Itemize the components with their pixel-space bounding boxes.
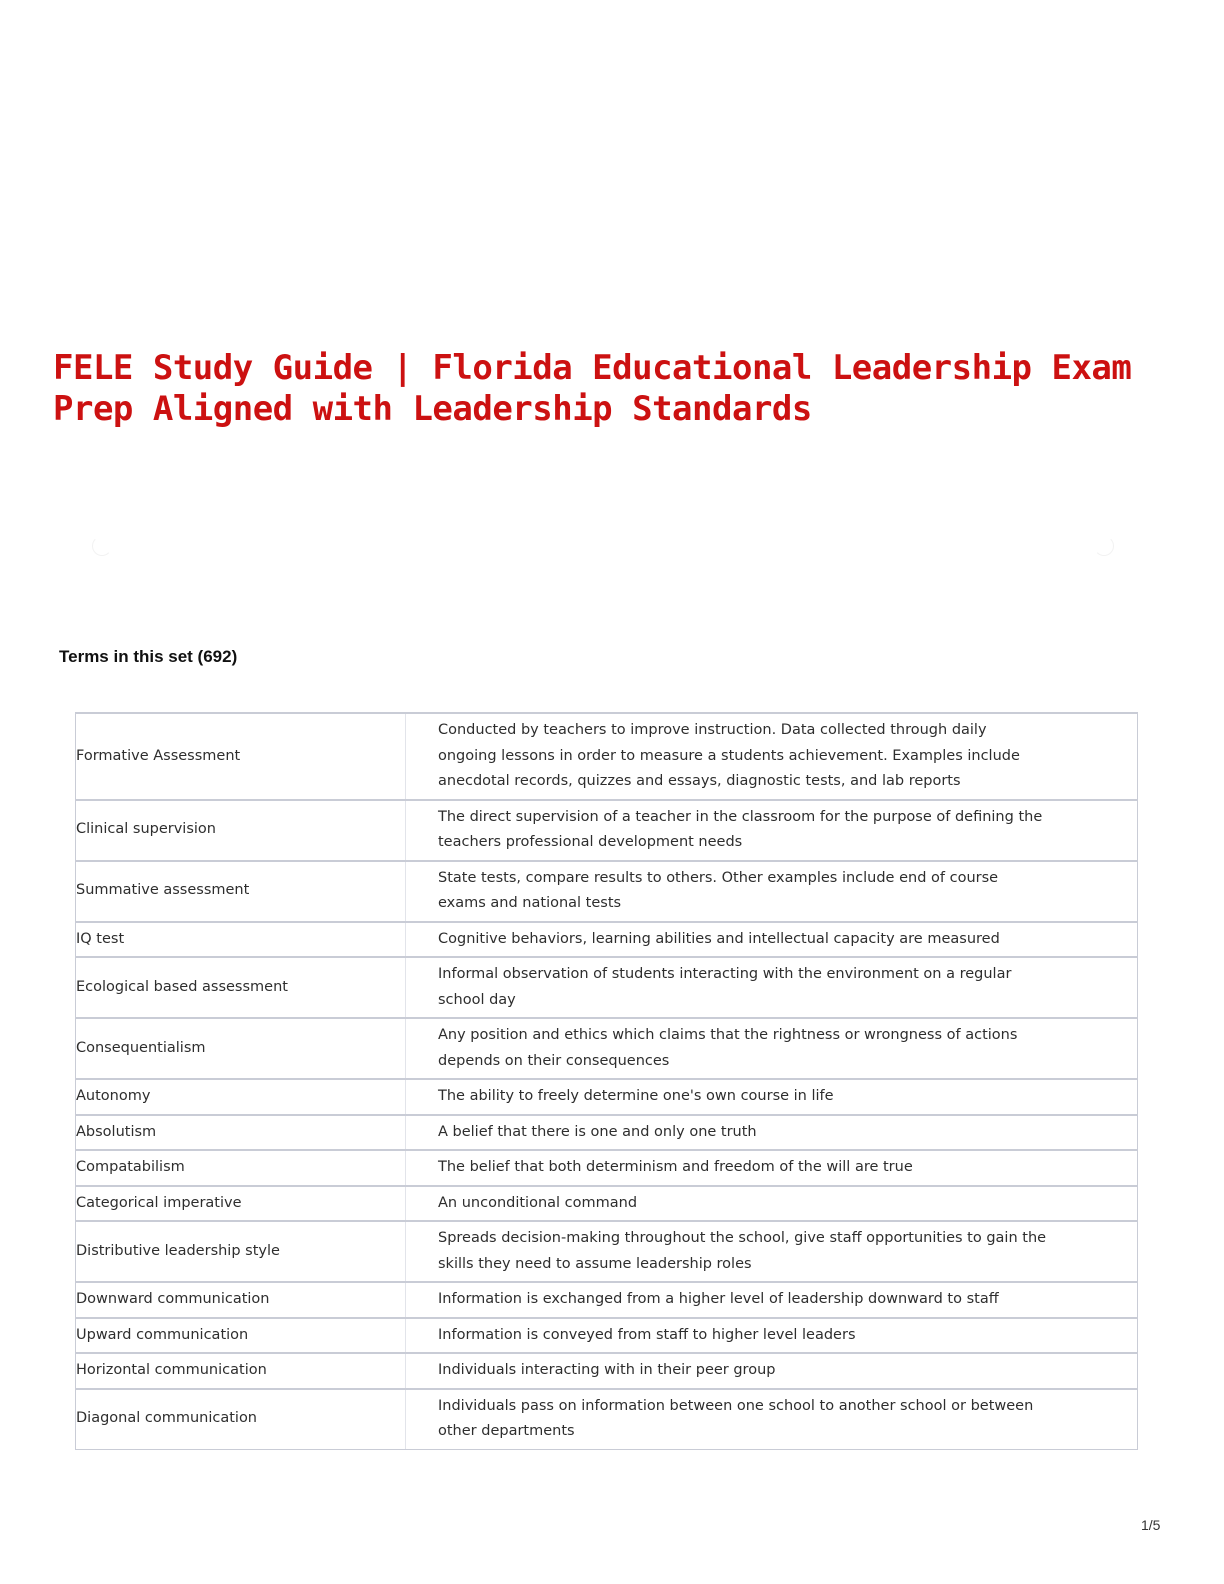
term-definition: Individuals interacting with in their peer group <box>406 1353 1138 1389</box>
term-row <box>76 1150 1138 1186</box>
term-row <box>76 1115 1138 1151</box>
term-row <box>76 1282 1138 1318</box>
term-definition: Informal observation of students interacting with the environment on a regular school day <box>406 957 1138 1018</box>
term-definition: An unconditional command <box>406 1186 1138 1222</box>
term-label: Absolutism <box>76 1115 406 1151</box>
term-row <box>76 861 1138 922</box>
term-definition: State tests, compare results to others. Other examples include end of course exams and national tests <box>406 861 1138 922</box>
term-label: Formative Assessment <box>76 713 406 800</box>
term-label: Compatabilism <box>76 1150 406 1186</box>
term-row <box>76 1186 1138 1222</box>
term-label: Distributive leadership style <box>76 1221 406 1282</box>
terms-count-heading: Terms in this set (692) <box>59 647 238 666</box>
document-title: FELE Study Guide | Florida Educational Leadership Exam Prep Aligned with Leadership Standards <box>53 348 1132 429</box>
term-definition: Conducted by teachers to improve instruction. Data collected through daily ongoing lessons in order to measure a students achievement. Examples include anecdotal records, quizzes and essays, diagnostic tests, and lab reports <box>406 713 1138 800</box>
term-definition: Cognitive behaviors, learning abilities and intellectual capacity are measured <box>406 922 1138 958</box>
term-label: Horizontal communication <box>76 1353 406 1389</box>
term-row <box>76 1318 1138 1354</box>
term-label: Downward communication <box>76 1282 406 1318</box>
term-definition: The ability to freely determine one's own course in life <box>406 1079 1138 1115</box>
page-number: 1/5 <box>1141 1517 1161 1533</box>
term-definition: The belief that both determinism and freedom of the will are true <box>406 1150 1138 1186</box>
term-label: Ecological based assessment <box>76 957 406 1018</box>
term-definition: Information is exchanged from a higher level of leadership downward to staff <box>406 1282 1138 1318</box>
decorative-corner-left <box>92 536 112 556</box>
decorative-corner-right <box>1094 536 1114 556</box>
term-row <box>76 1018 1138 1079</box>
term-definition: Individuals pass on information between one school to another school or between other departments <box>406 1389 1138 1450</box>
term-row <box>76 1221 1138 1282</box>
term-definition: Spreads decision-making throughout the school, give staff opportunities to gain the skills they need to assume leadership roles <box>406 1221 1138 1282</box>
term-definition: The direct supervision of a teacher in the classroom for the purpose of defining the teachers professional development needs <box>406 800 1138 861</box>
term-label: Diagonal communication <box>76 1389 406 1450</box>
term-row <box>76 800 1138 861</box>
term-label: Summative assessment <box>76 861 406 922</box>
term-label: Autonomy <box>76 1079 406 1115</box>
term-row <box>76 957 1138 1018</box>
term-label: IQ test <box>76 922 406 958</box>
term-row <box>76 1079 1138 1115</box>
term-row <box>76 922 1138 958</box>
term-label: Clinical supervision <box>76 800 406 861</box>
term-label: Consequentialism <box>76 1018 406 1079</box>
term-label: Categorical imperative <box>76 1186 406 1222</box>
term-definition: Any position and ethics which claims that the rightness or wrongness of actions depends on their consequences <box>406 1018 1138 1079</box>
term-row <box>76 713 1138 800</box>
term-row <box>76 1389 1138 1450</box>
term-definition: A belief that there is one and only one truth <box>406 1115 1138 1151</box>
terms-table <box>75 712 1138 1450</box>
term-row <box>76 1353 1138 1389</box>
term-definition: Information is conveyed from staff to higher level leaders <box>406 1318 1138 1354</box>
term-label: Upward communication <box>76 1318 406 1354</box>
